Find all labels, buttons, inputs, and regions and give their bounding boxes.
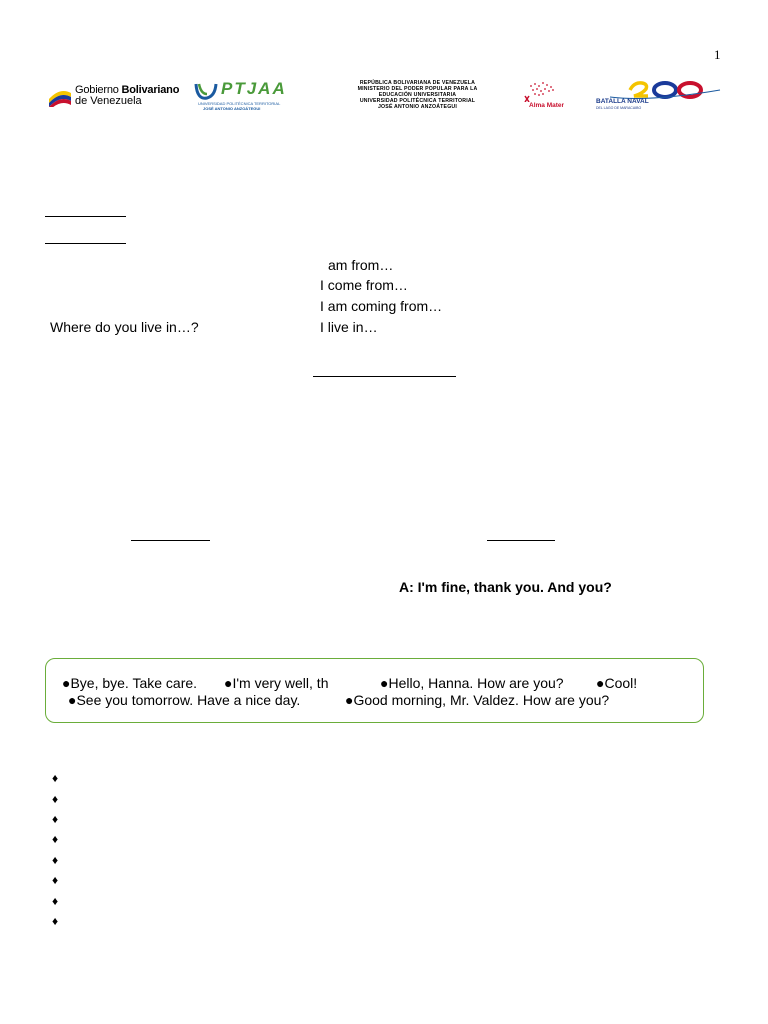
venezuela-flag-icon (47, 85, 73, 107)
phrase-come-from: I come from… (320, 277, 408, 293)
gobierno-line2: de Venezuela (75, 95, 142, 107)
expression-item: ●Cool! (596, 675, 638, 691)
bullet-diamond: ♦ (52, 771, 59, 785)
alma-mater-logo (521, 80, 585, 112)
blank-line (487, 540, 555, 541)
expression-item: ●Hello, Hanna. How are you? (380, 675, 564, 691)
uptjaa-wave-icon (193, 80, 219, 102)
phrase-live-in: I live in… (320, 319, 378, 335)
answer-text: A: I'm fine, thank you. And you? (399, 579, 612, 595)
batalla-naval-logo (590, 80, 725, 112)
blank-line (131, 540, 210, 541)
rep-line: UNIVERSIDAD POLITÉCNICA TERRITORIAL (359, 98, 476, 104)
expression-item: ●Good morning, Mr. Valdez. How are you? (345, 692, 610, 708)
expression-item: ●See you tomorrow. Have a nice day. (68, 692, 301, 708)
bullet-diamond: ♦ (52, 812, 59, 826)
uptjaa-logo (193, 78, 313, 112)
gobierno-line1: Gobierno Bolivariano (75, 84, 180, 96)
bullet-diamond: ♦ (52, 873, 59, 887)
bicentennial-200-icon (590, 80, 725, 100)
batalla-naval-title: BATALLA NAVAL (596, 98, 649, 105)
bullet-diamond: ♦ (52, 832, 59, 846)
rep-line: JOSÉ ANTONIO ANZOÁTEGUI (377, 104, 458, 110)
gobierno-bolivariano-logo (45, 81, 191, 110)
alma-mater-text: Alma Mater (529, 102, 565, 109)
uptjaa-subtitle-2: JOSÉ ANTONIO ANZOÁTEGUI (203, 106, 261, 111)
alma-mater-dots-icon (521, 80, 585, 102)
phrase-where-live: Where do you live in…? (50, 319, 199, 335)
blank-line (45, 243, 126, 244)
phrase-coming-from: I am coming from… (320, 298, 443, 314)
rep-line: MINISTERIO DEL PODER POPULAR PARA LA (357, 86, 478, 92)
bullet-diamond: ♦ (52, 894, 59, 908)
expression-item: ●Bye, bye. Take care. (62, 675, 198, 691)
expression-item: ●I'm very well, th (224, 675, 329, 691)
bullet-diamond: ♦ (52, 792, 59, 806)
uptjaa-subtitle: UNIVERSIDAD POLITÉCNICA TERRITORIAL (198, 101, 281, 106)
batalla-naval-subtitle: DEL LAGO DE MARACAIBO (596, 106, 642, 110)
page-number: 1 (714, 47, 721, 62)
expressions-box (45, 658, 704, 723)
rep-line: EDUCACIÓN UNIVERSITARIA (378, 92, 457, 98)
blank-line (45, 216, 126, 217)
phrase-am-from: am from… (328, 257, 394, 273)
republica-heading (315, 80, 520, 112)
bullet-diamond: ♦ (52, 853, 59, 867)
blank-line (313, 376, 456, 377)
institutional-banner (45, 78, 725, 112)
uptjaa-name: PTJAA (221, 79, 287, 98)
rep-line: REPÚBLICA BOLIVARIANA DE VENEZUELA (359, 80, 476, 86)
bullet-diamond: ♦ (52, 914, 59, 928)
